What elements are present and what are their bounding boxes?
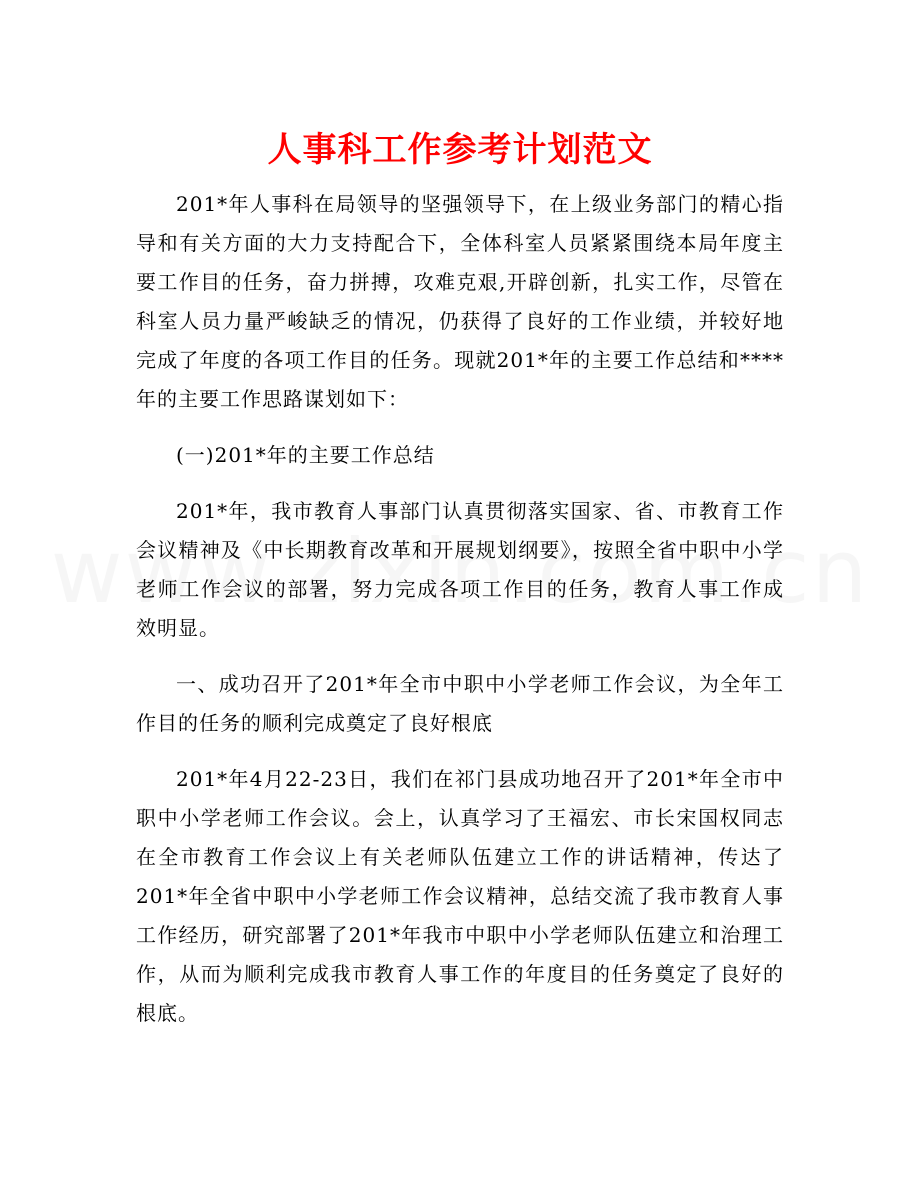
- paragraph-item-one-body: 201*年4月22-23日，我们在祁门县成功地召开了201*年全市中职中小学老师工作会议。会上，认真学习了王福宏、市长宋国权同志在全市教育工作会议上有关老师队伍建立工作的讲话精神，传达了201*年全省中职中小学老师工作会议精神，总结交流了我市教育人事工作经历，研究部署了201*年我市中职中小学老师队伍建立和治理工作，从而为顺利完成我市教育人事工作的年度目的任务奠定了良好的根底。: [136, 767, 784, 1025]
- paragraph-section-heading: (一)201*年的主要工作总结: [176, 443, 435, 467]
- paragraph-summary: 201*年，我市教育人事部门认真贯彻落实国家、省、市教育工作会议精神及《中长期教育改革和开展规划纲要》，按照全省中职中小学老师工作会议的部署，努力完成各项工作目的任务，教育人事工作成效明显。: [136, 499, 784, 640]
- paragraph-item-one-heading: 一、成功召开了201*年全市中职中小学老师工作会议，为全年工作目的任务的顺利完成奠定了良好根底: [136, 672, 784, 735]
- document-title: 人事科工作参考计划范文: [267, 130, 653, 170]
- paragraph-intro: 201*年人事科在局领导的坚强领导下，在上级业务部门的精心指导和有关方面的大力支持配合下，全体科室人员紧紧围绕本局年度主要工作目的任务，奋力拼搏，攻难克艰,开辟创新，扎实工作，尽管在科室人员力量严峻缺乏的情况，仍获得了良好的工作业绩，并较好地完成了年度的各项工作目的任务。现就201*年的主要工作总结和****年的主要工作思路谋划如下：: [136, 192, 784, 411]
